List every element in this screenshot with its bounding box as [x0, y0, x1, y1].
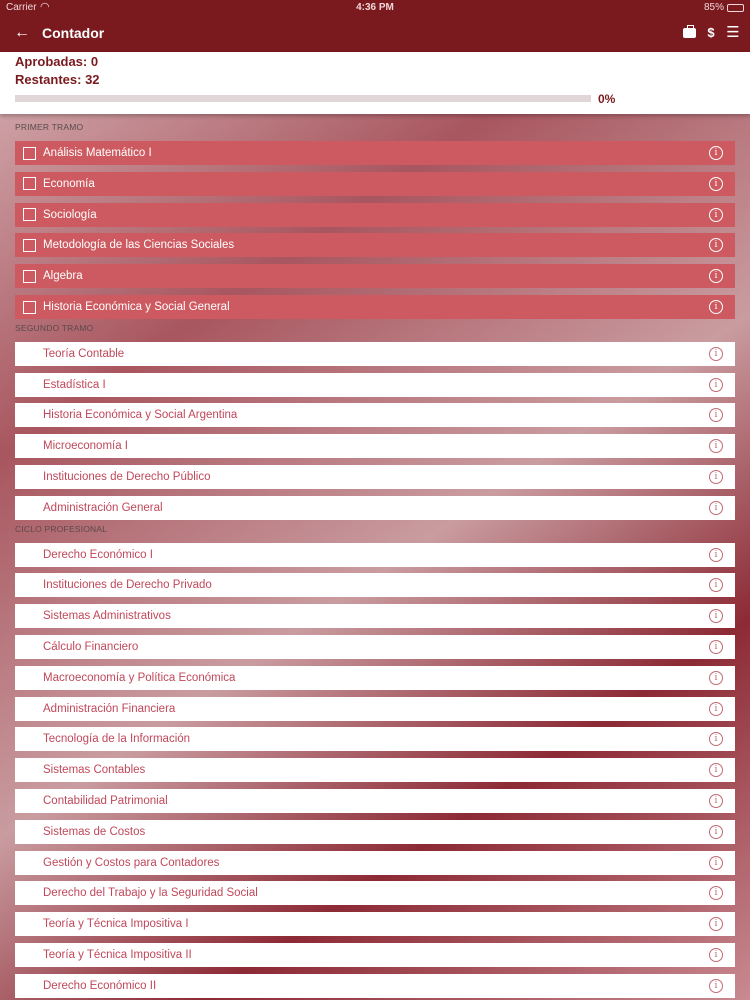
subject-row[interactable]: [15, 543, 735, 567]
info-icon[interactable]: i: [709, 609, 723, 623]
progress-percent: 0%: [598, 92, 616, 106]
subject-row[interactable]: [15, 758, 735, 782]
subject-row[interactable]: [15, 295, 735, 319]
info-icon[interactable]: i: [709, 300, 723, 314]
subject-label: Administración Financiera: [43, 702, 176, 715]
subject-row[interactable]: [15, 403, 735, 427]
subject-label: Derecho Económico II: [43, 979, 157, 992]
subject-label: Derecho del Trabajo y la Seguridad Social: [43, 887, 258, 900]
info-icon[interactable]: i: [709, 794, 723, 808]
status-bar: [0, 0, 750, 16]
subject-label: Teoría y Técnica Impositiva II: [43, 949, 192, 961]
info-icon[interactable]: i: [709, 671, 723, 685]
subject-label: Teoría Contable: [43, 347, 125, 360]
info-icon[interactable]: i: [709, 825, 723, 839]
info-icon[interactable]: i: [709, 439, 723, 453]
subject-row[interactable]: [15, 264, 735, 288]
info-icon[interactable]: i: [709, 917, 723, 931]
progress-summary: [0, 52, 750, 114]
info-icon[interactable]: i: [709, 548, 723, 562]
wifi-icon: ◠: [40, 1, 50, 13]
subject-label: Gestión y Costos para Contadores: [43, 856, 220, 869]
subject-row[interactable]: [15, 666, 735, 690]
approved-count: Aprobadas: 0: [15, 54, 99, 69]
subject-label: Historia Económica y Social General: [43, 301, 230, 313]
subject-row[interactable]: [15, 573, 735, 597]
subject-label: Historia Económica y Social Argentina: [43, 409, 238, 422]
status-time: 4:36 PM: [356, 2, 394, 13]
subject-row[interactable]: [15, 881, 735, 905]
subject-row[interactable]: [15, 434, 735, 458]
remaining-count: Restantes: 32: [15, 72, 100, 87]
checkbox-icon[interactable]: [23, 301, 36, 314]
subject-label: Álgebra: [43, 270, 83, 283]
subject-row[interactable]: [15, 604, 735, 628]
subject-label: Metodología de las Ciencias Sociales: [43, 239, 235, 252]
info-icon[interactable]: i: [709, 269, 723, 283]
subject-label: Administración General: [43, 501, 163, 514]
checkbox-icon[interactable]: [23, 208, 36, 221]
subject-label: Estadística I: [43, 378, 106, 391]
subject-label: Sociología: [43, 208, 97, 221]
info-icon[interactable]: i: [709, 347, 723, 361]
subject-row[interactable]: [15, 943, 735, 967]
subject-label: Tecnología de la Información: [43, 733, 191, 746]
subject-row[interactable]: [15, 635, 735, 659]
section-title: CICLO PROFESIONAL: [15, 523, 108, 534]
subject-row[interactable]: [15, 912, 735, 936]
page-title: Contador: [42, 25, 105, 41]
back-arrow-icon[interactable]: ←: [14, 24, 30, 41]
subject-label: Sistemas de Costos: [43, 825, 146, 838]
subject-row[interactable]: [15, 496, 735, 520]
checkbox-icon[interactable]: [23, 177, 36, 190]
subject-list[interactable]: [0, 114, 750, 1000]
subject-label: Derecho Económico I: [43, 548, 153, 561]
info-icon[interactable]: i: [709, 177, 723, 191]
subject-row[interactable]: [15, 727, 735, 751]
info-icon[interactable]: i: [709, 979, 723, 993]
battery-percent: 85%: [703, 2, 724, 13]
subject-row[interactable]: [15, 820, 735, 844]
info-icon[interactable]: i: [709, 408, 723, 422]
subject-label: Economía: [43, 177, 95, 190]
subject-label: Contabilidad Patrimonial: [43, 795, 168, 807]
info-icon[interactable]: i: [709, 732, 723, 746]
info-icon[interactable]: i: [709, 208, 723, 222]
subject-label: Teoría y Técnica Impositiva I: [43, 918, 189, 931]
subject-row[interactable]: [15, 141, 735, 165]
info-icon[interactable]: i: [709, 146, 723, 160]
info-icon[interactable]: i: [709, 886, 723, 900]
briefcase-icon[interactable]: [680, 24, 698, 42]
info-icon[interactable]: i: [709, 856, 723, 870]
subject-label: Macroeconomía y Política Económica: [43, 671, 236, 684]
subject-label: Microeconomía I: [43, 440, 129, 453]
subject-row[interactable]: [15, 233, 735, 257]
info-icon[interactable]: i: [709, 238, 723, 252]
progress-bar: [15, 95, 591, 102]
dollar-icon[interactable]: $: [707, 25, 715, 40]
info-icon[interactable]: i: [709, 702, 723, 716]
subject-row[interactable]: [15, 203, 735, 227]
subject-row[interactable]: [15, 373, 735, 397]
subject-row[interactable]: [15, 465, 735, 489]
carrier-label: Carrier: [6, 2, 37, 13]
info-icon[interactable]: i: [709, 501, 723, 515]
subject-row[interactable]: [15, 697, 735, 721]
checkbox-icon[interactable]: [23, 239, 36, 252]
app-bar: [0, 16, 750, 52]
subject-row[interactable]: [15, 851, 735, 875]
subject-row[interactable]: [15, 974, 735, 998]
info-icon[interactable]: i: [709, 948, 723, 962]
menu-icon[interactable]: ☰: [726, 24, 740, 41]
subject-label: Análisis Matemático I: [43, 147, 152, 159]
checkbox-icon[interactable]: [23, 147, 36, 160]
checkbox-icon[interactable]: [23, 270, 36, 283]
info-icon[interactable]: i: [709, 578, 723, 592]
info-icon[interactable]: i: [709, 378, 723, 392]
info-icon[interactable]: i: [709, 470, 723, 484]
subject-label: Sistemas Administrativos: [43, 610, 171, 623]
subject-row[interactable]: [15, 172, 735, 196]
subject-label: Instituciones de Derecho Privado: [43, 579, 212, 592]
section-title: PRIMER TRAMO: [15, 122, 84, 132]
subject-label: Sistemas Contables: [43, 764, 146, 777]
info-icon[interactable]: i: [709, 763, 723, 777]
subject-row[interactable]: [15, 342, 735, 366]
subject-label: Cálculo Financiero: [43, 641, 139, 653]
subject-label: Instituciones de Derecho Público: [43, 471, 211, 483]
section-title: SEGUNDO TRAMO: [15, 322, 94, 333]
battery-icon: [727, 4, 744, 12]
info-icon[interactable]: i: [709, 640, 723, 654]
subject-row[interactable]: [15, 789, 735, 813]
